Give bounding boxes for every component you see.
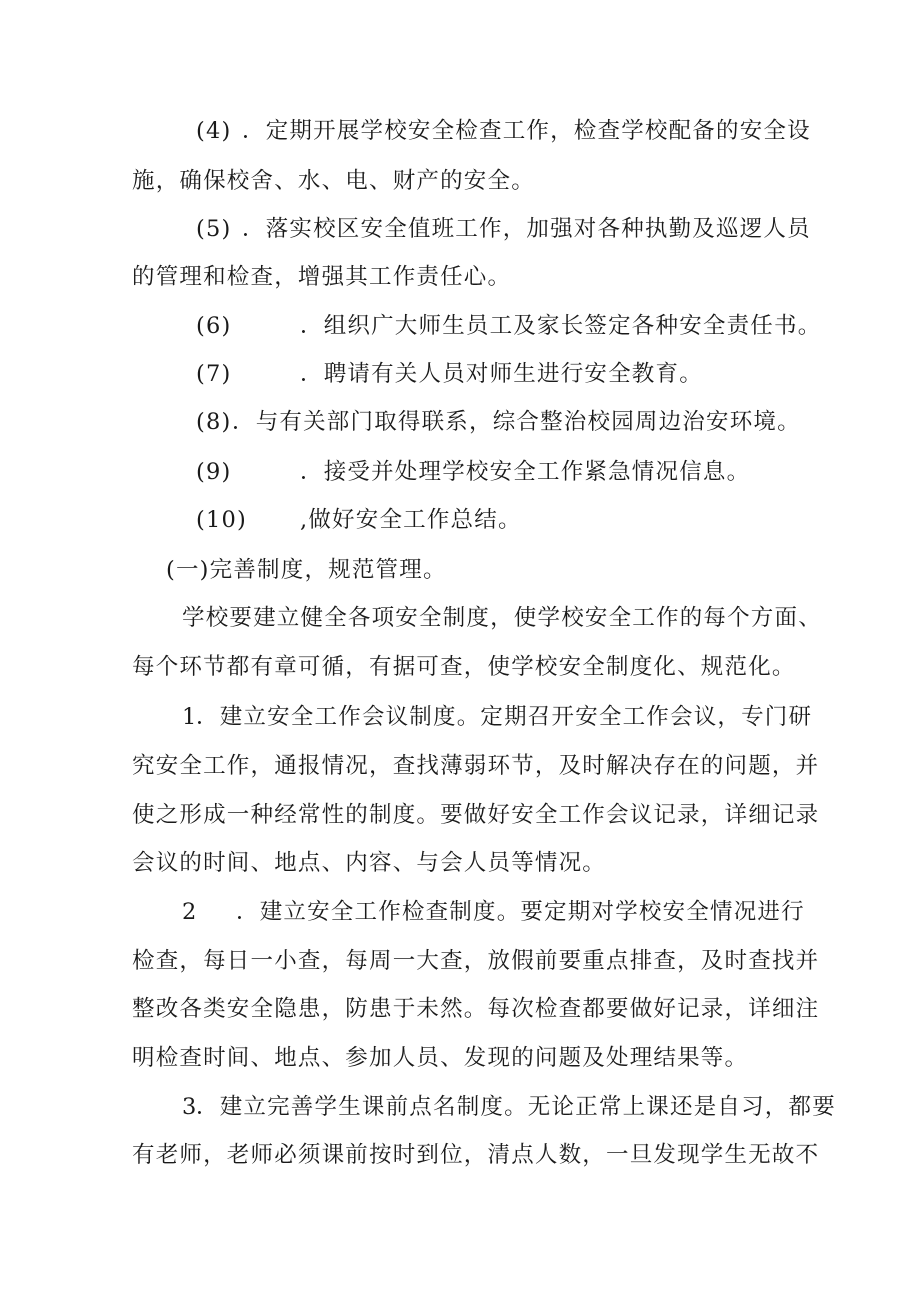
item-text-continued: 检查，每日一小查，每周一大查，放假前要重点排查，及时查找并: [132, 948, 820, 974]
item-text: ．落实校区安全值班工作，加强对各种执勤及巡逻人员: [242, 216, 811, 242]
item-text-continued: 明检查时间、地点、参加人员、发现的问题及处理结果等。: [132, 1045, 749, 1071]
item-marker: (10): [196, 507, 247, 533]
item-marker: (9): [196, 459, 232, 485]
item-text: ．建立完善学生课前点名制度。无论正常上课还是自习，都要: [196, 1094, 836, 1120]
item-text-continued: 究安全工作，通报情况，查找薄弱环节，及时解决存在的问题，并: [132, 753, 820, 779]
item-marker: 3: [182, 1094, 198, 1120]
item-text-continued: 施，确保校舍、水、电、财产的安全。: [132, 168, 535, 194]
item-marker: (8): [196, 409, 232, 435]
paragraph-line: 学校要建立健全各项安全制度，使学校安全工作的每个方面、: [182, 605, 822, 631]
item-text: ．聘请有关人员对师生进行安全教育。: [300, 361, 703, 387]
item-text: ．建立安全工作会议制度。定期召开安全工作会议，专门研: [196, 704, 813, 730]
item-marker: (5): [196, 216, 232, 242]
item-marker: (4): [196, 118, 232, 144]
paragraph-line: 每个环节都有章可循，有据可查，使学校安全制度化、规范化。: [132, 654, 796, 680]
item-text-continued: 的管理和检查，增强其工作责任心。: [132, 264, 512, 290]
item-text-continued: 有老师，老师必须课前按时到位，清点人数，一旦发现学生无故不: [132, 1142, 820, 1168]
item-marker: 1: [182, 704, 198, 730]
item-text: ．组织广大师生员工及家长签定各种安全责任书。: [300, 313, 822, 339]
item-marker: (6): [196, 313, 232, 339]
item-text-continued: 会议的时间、地点、内容、与会人员等情况。: [132, 850, 607, 876]
item-marker: 2: [182, 899, 198, 925]
item-text-continued: 整改各类安全隐患，防患于未然。每次检查都要做好记录，详细注: [132, 996, 820, 1022]
section-heading: (一)完善制度，规范管理。: [166, 557, 447, 583]
item-marker: (7): [196, 361, 232, 387]
item-text: ．定期开展学校安全检查工作，检查学校配备的安全设: [242, 118, 811, 144]
item-text: ,做好安全工作总结。: [300, 507, 522, 533]
item-text: ．与有关部门取得联系，综合整治校园周边治安环境。: [232, 409, 801, 435]
item-text: ．接受并处理学校安全工作紧急情况信息。: [300, 459, 751, 485]
item-text: ．建立安全工作检查制度。要定期对学校安全情况进行: [236, 899, 805, 925]
item-text-continued: 使之形成一种经常性的制度。要做好安全工作会议记录，详细记录: [132, 802, 820, 828]
